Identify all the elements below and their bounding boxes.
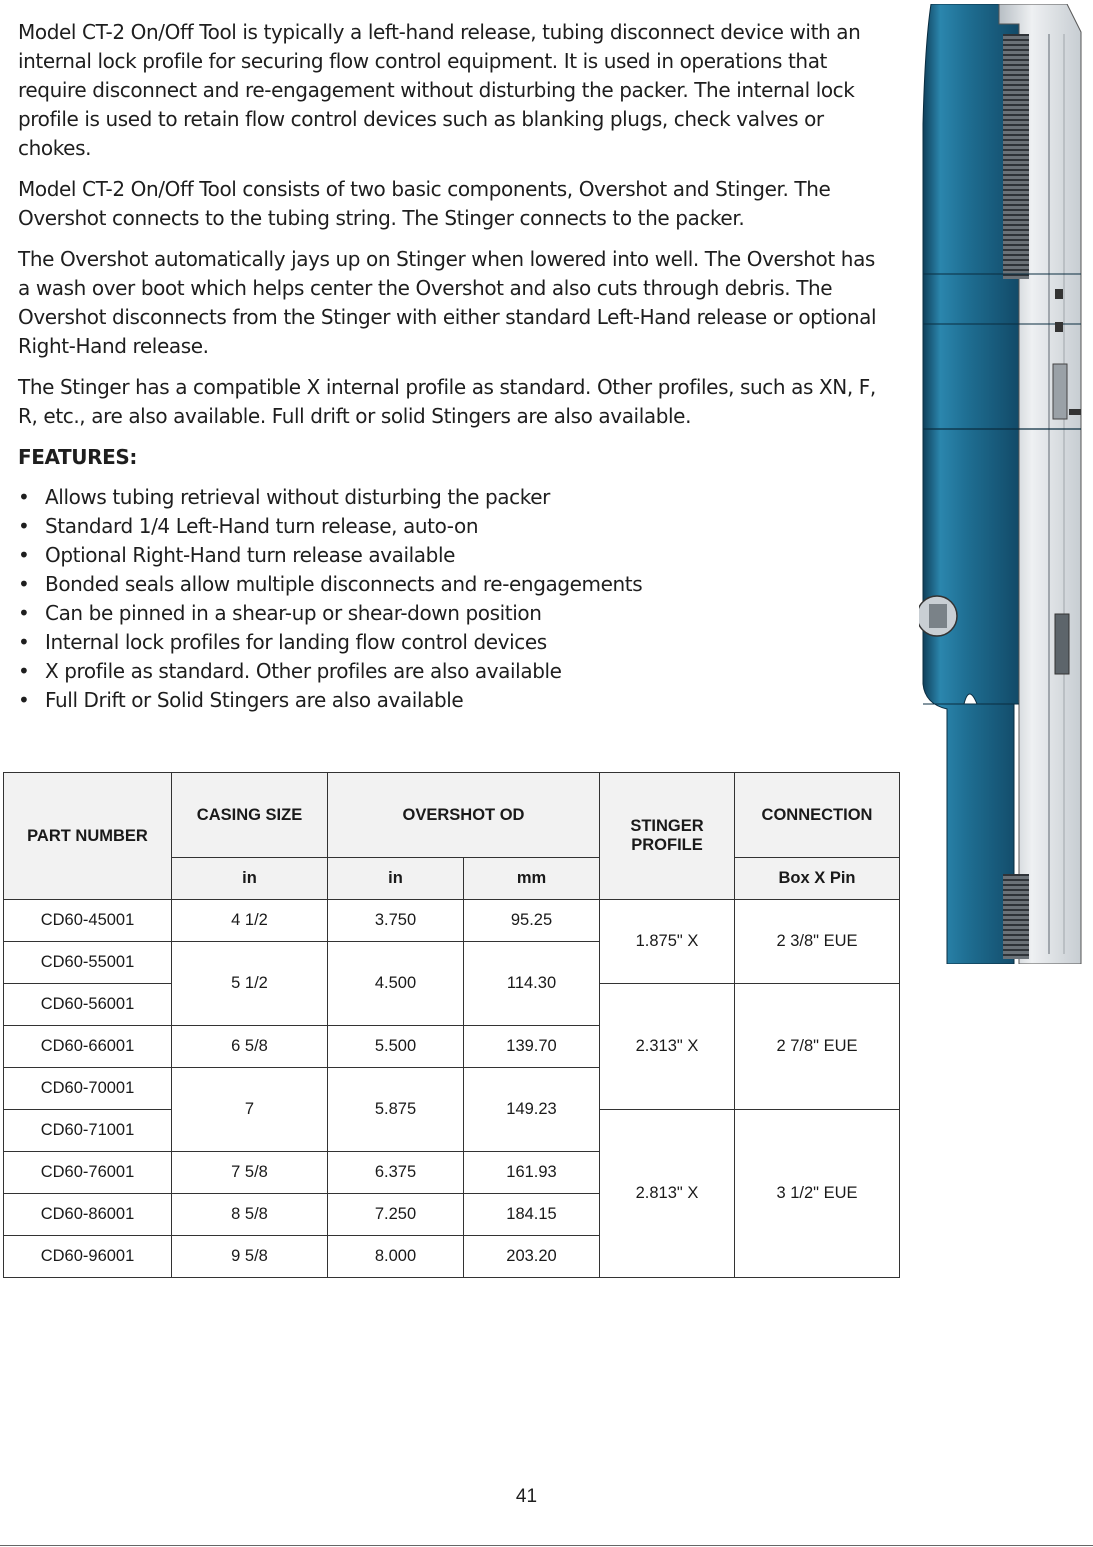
- bullet: •: [18, 543, 30, 567]
- bullet: •: [18, 514, 30, 538]
- connection-unit-header: Box X Pin: [735, 858, 900, 900]
- intro-paragraph-4: The Stinger has a compatible X internal profile as standard. Other profiles, such as XN, F, R, etc., are also available. Full drift or solid Stingers are also available.: [18, 375, 876, 428]
- connection-header: CONNECTION: [735, 773, 900, 858]
- casing-cell: 9 5/8: [172, 1236, 328, 1278]
- od-mm-cell: 149.23: [464, 1068, 600, 1152]
- feature-item: • Full Drift or Solid Stingers are also available: [18, 686, 890, 715]
- feature-item: • Allows tubing retrieval without disturbing the packer: [18, 483, 890, 512]
- stinger-profile-header: STINGER PROFILE: [600, 773, 735, 900]
- feature-item: • Can be pinned in a shear-up or shear-down position: [18, 599, 890, 628]
- features-list: [18, 483, 890, 715]
- od-in-cell: 5.500: [328, 1026, 464, 1068]
- feature-item: • Standard 1/4 Left-Hand turn release, auto-on: [18, 512, 890, 541]
- connection-cell: 3 1/2" EUE: [735, 1110, 900, 1278]
- page-number: 41: [515, 1486, 538, 1507]
- stinger-profile-cell: 2.313" X: [600, 984, 735, 1110]
- part-number-cell: CD60-66001: [4, 1026, 172, 1068]
- stinger-profile-cell: 2.813" X: [600, 1110, 735, 1278]
- main-text: [18, 18, 890, 715]
- part-number-cell: CD60-76001: [4, 1152, 172, 1194]
- feature-item: • Bonded seals allow multiple disconnects and re-engagements: [18, 570, 890, 599]
- part-number-header: PART NUMBER: [4, 773, 172, 900]
- casing-cell: 7: [172, 1068, 328, 1152]
- features-heading: FEATURES:: [18, 445, 137, 469]
- table-row: [4, 900, 900, 942]
- casing-cell: 8 5/8: [172, 1194, 328, 1236]
- part-number-cell: CD60-86001: [4, 1194, 172, 1236]
- od-mm-cell: 95.25: [464, 900, 600, 942]
- bullet: •: [18, 659, 30, 683]
- part-number-cell: CD60-45001: [4, 900, 172, 942]
- connection-cell: 2 7/8" EUE: [735, 984, 900, 1110]
- feature-item: • Optional Right-Hand turn release available: [18, 541, 890, 570]
- casing-cell: 5 1/2: [172, 942, 328, 1026]
- casing-cell: 7 5/8: [172, 1152, 328, 1194]
- od-mm-cell: 139.70: [464, 1026, 600, 1068]
- part-number-cell: CD60-71001: [4, 1110, 172, 1152]
- part-number-cell: CD60-70001: [4, 1068, 172, 1110]
- bullet: •: [18, 485, 30, 509]
- od-mm-cell: 114.30: [464, 942, 600, 1026]
- od-in-cell: 8.000: [328, 1236, 464, 1278]
- casing-size-header: CASING SIZE: [172, 773, 328, 858]
- casing-cell: 4 1/2: [172, 900, 328, 942]
- part-number-cell: CD60-56001: [4, 984, 172, 1026]
- intro-paragraph-2: Model CT-2 On/Off Tool consists of two basic components, Overshot and Stinger. The Overshot connects to the tubing string. The Stinger connects to the packer.: [18, 177, 831, 230]
- bullet: •: [18, 601, 30, 625]
- intro-paragraph-1: Model CT-2 On/Off Tool is typically a left-hand release, tubing disconnect device with an internal lock profile for securing flow control equipment. It is used in operations that require disconnect and re-engagement without disturbing the packer. The internal lock profile is used to retain flow control devices such as blanking plugs, check valves or chokes.: [18, 20, 861, 160]
- feature-item: • X profile as standard. Other profiles are also available: [18, 657, 890, 686]
- casing-unit-header: in: [172, 858, 328, 900]
- bullet: •: [18, 630, 30, 654]
- on-off-tool-illustration: [919, 4, 1085, 964]
- od-mm-cell: 161.93: [464, 1152, 600, 1194]
- part-number-cell: CD60-55001: [4, 942, 172, 984]
- casing-cell: 6 5/8: [172, 1026, 328, 1068]
- od-mm-unit-header: mm: [464, 858, 600, 900]
- od-in-cell: 7.250: [328, 1194, 464, 1236]
- od-mm-cell: 184.15: [464, 1194, 600, 1236]
- specification-table: [3, 772, 900, 1278]
- bullet: •: [18, 688, 30, 712]
- bottom-divider: [0, 1545, 1093, 1546]
- overshot-od-header: OVERSHOT OD: [328, 773, 600, 858]
- feature-item: • Internal lock profiles for landing flow control devices: [18, 628, 890, 657]
- intro-paragraph-3: The Overshot automatically jays up on Stinger when lowered into well. The Overshot has a wash over boot which helps center the Overshot and also cuts through debris. The Overshot disconnects from the Stinger with either standard Left-Hand release or optional Right-Hand release.: [18, 247, 877, 358]
- od-in-cell: 4.500: [328, 942, 464, 1026]
- stinger-profile-cell: 1.875" X: [600, 900, 735, 984]
- od-in-unit-header: in: [328, 858, 464, 900]
- od-in-cell: 3.750: [328, 900, 464, 942]
- bullet: •: [18, 572, 30, 596]
- part-number-cell: CD60-96001: [4, 1236, 172, 1278]
- od-mm-cell: 203.20: [464, 1236, 600, 1278]
- od-in-cell: 5.875: [328, 1068, 464, 1152]
- connection-cell: 2 3/8" EUE: [735, 900, 900, 984]
- od-in-cell: 6.375: [328, 1152, 464, 1194]
